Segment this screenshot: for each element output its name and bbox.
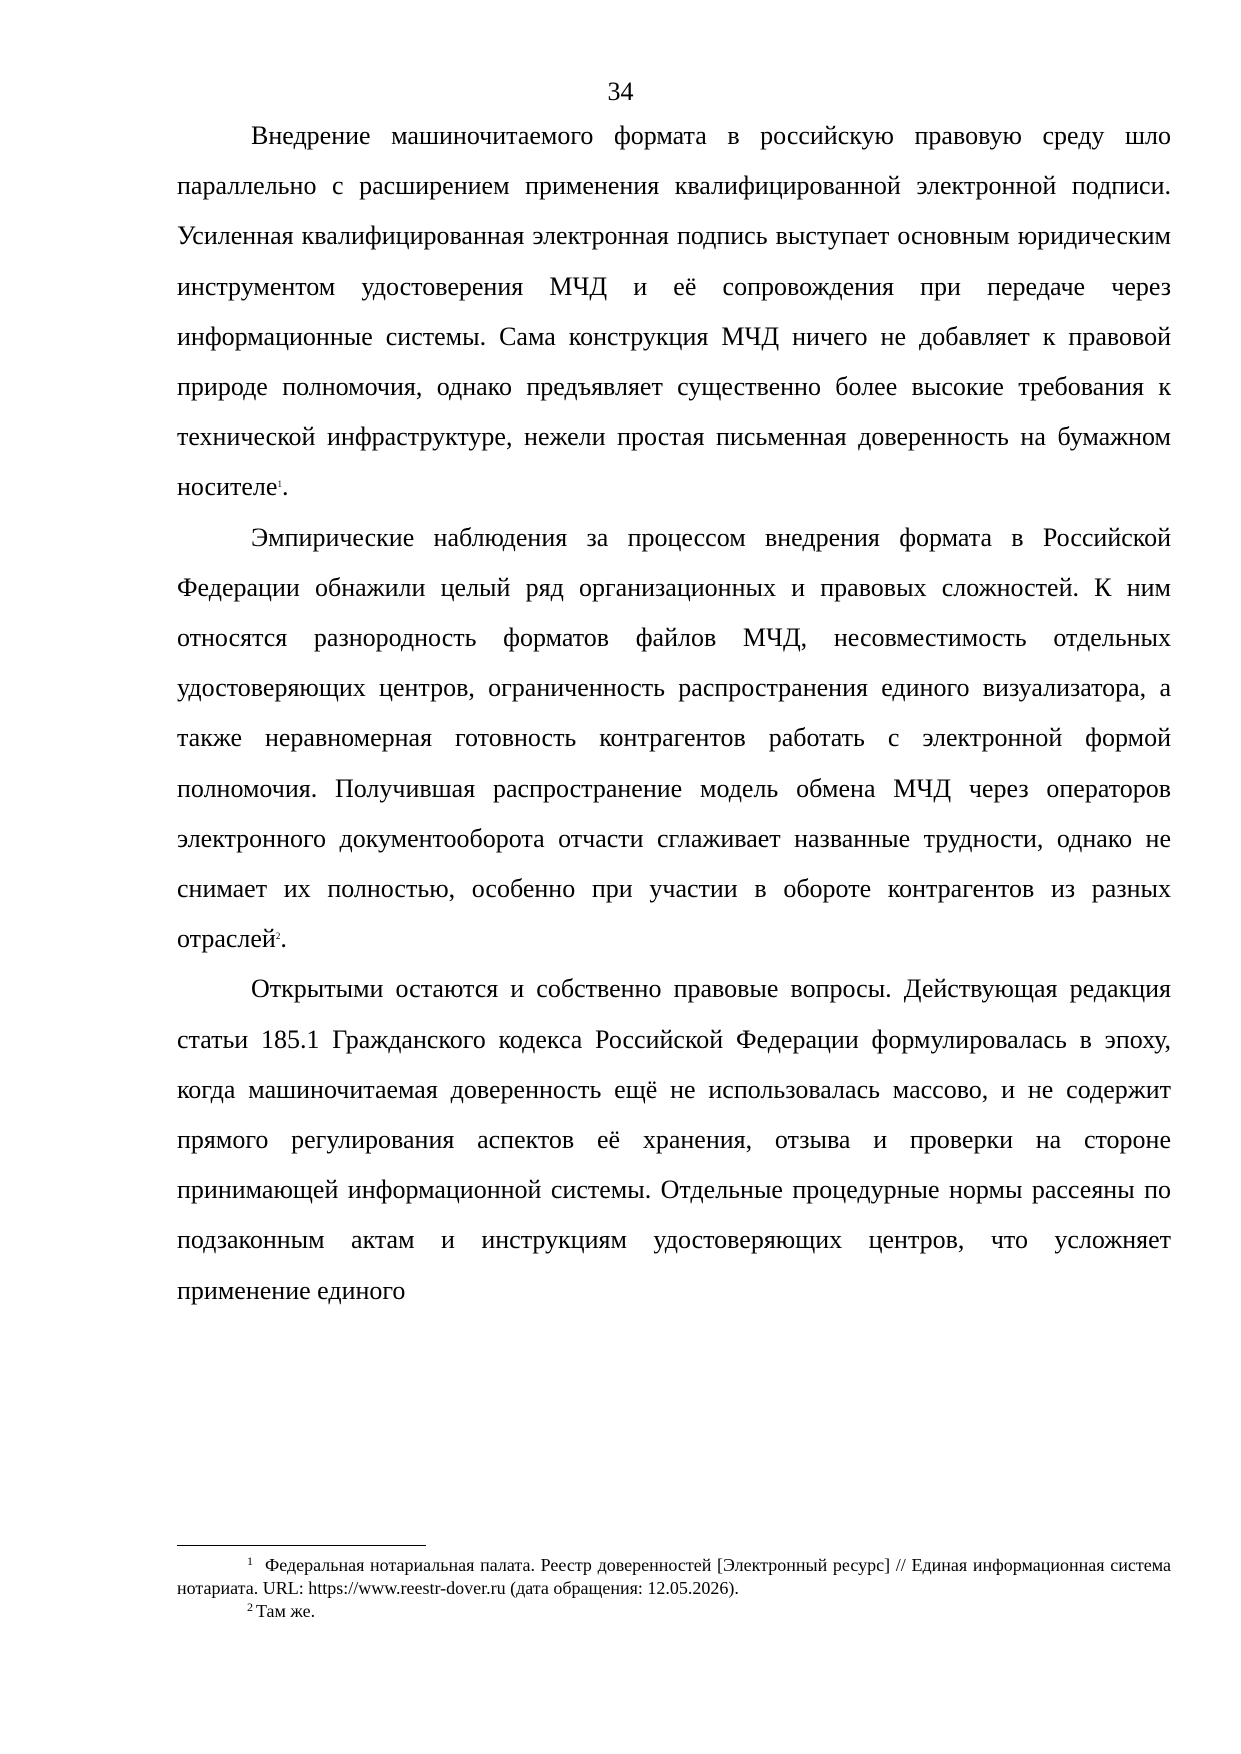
paragraph-tail: .: [281, 472, 289, 502]
paragraph-text: Эмпирические наблюдения за процессом внедрения формата в Российской Федерации обнажили целый ряд организационных и правовых сложностей. К ним относятся разнородность форматов файлов МЧД, несовместимость отдельных удостоверяющих центров, ограниченность распространения единого визуализатора, а также неравномерная готовность контрагентов работать с электронной формой полномочия. Получившая распространение модель обмена МЧД через операторов электронного документооборота отчасти сглаживает названные трудности, однако не снимает их полностью, особенно при участии в обороте контрагентов из разных отраслей: [177, 522, 1171, 954]
footnote-mark: 1: [247, 1554, 253, 1568]
footnote-text: Федеральная нотариальная палата. Реестр доверенностей [Электронный ресурс] // Единая информационная система нотариата. URL: https://www.reestr-dover.ru (дата обращения: 12.05.2026).: [177, 1555, 1171, 1598]
paragraph-2: [177, 513, 1171, 965]
footnote-1: [177, 1554, 1171, 1600]
footnote-text: Там же.: [256, 1601, 316, 1621]
footnote-separator: [177, 1545, 426, 1546]
footnote-reference[interactable]: 2: [275, 931, 281, 942]
footnotes: [177, 1554, 1171, 1623]
paragraph-text: Открытыми остаются и собственно правовые вопросы. Действующая редакция статьи 185.1 Гражданского кодекса Российской Федерации формулировалась в эпоху, когда машиночитаемая доверенность ещё не использовалась массово, и не содержит прямого регулирования аспектов её хранения, отзыва и проверки на стороне принимающей информационной системы. Отдельные процедурные нормы рассеяны по подзаконным актам и инструкциям удостоверяющих центров, что усложняет применение единого: [177, 974, 1171, 1305]
footnote-2: [177, 1600, 1171, 1623]
paragraph-text: Внедрение машиночитаемого формата в российскую правовую среду шло параллельно с расширением применения квалифицированной электронной подписи. Усиленная квалифицированная электронная подпись выступает основным юридическим инструментом удостоверения МЧД и её сопровождения при передаче через информационные системы. Сама конструкция МЧД ничего не добавляет к правовой природе полномочия, однако предъявляет существенно более высокие требования к технической инфраструктуре, нежели простая письменная доверенность на бумажном носителе: [177, 121, 1171, 502]
paragraph-tail: .: [280, 924, 287, 954]
paragraph-3: [177, 964, 1171, 1315]
footnote-reference[interactable]: 1: [277, 479, 282, 490]
footnote-mark: 2: [247, 1600, 253, 1614]
paragraph-1: [177, 111, 1171, 513]
body-text: [177, 111, 1171, 1316]
page-number: 34: [607, 77, 634, 106]
